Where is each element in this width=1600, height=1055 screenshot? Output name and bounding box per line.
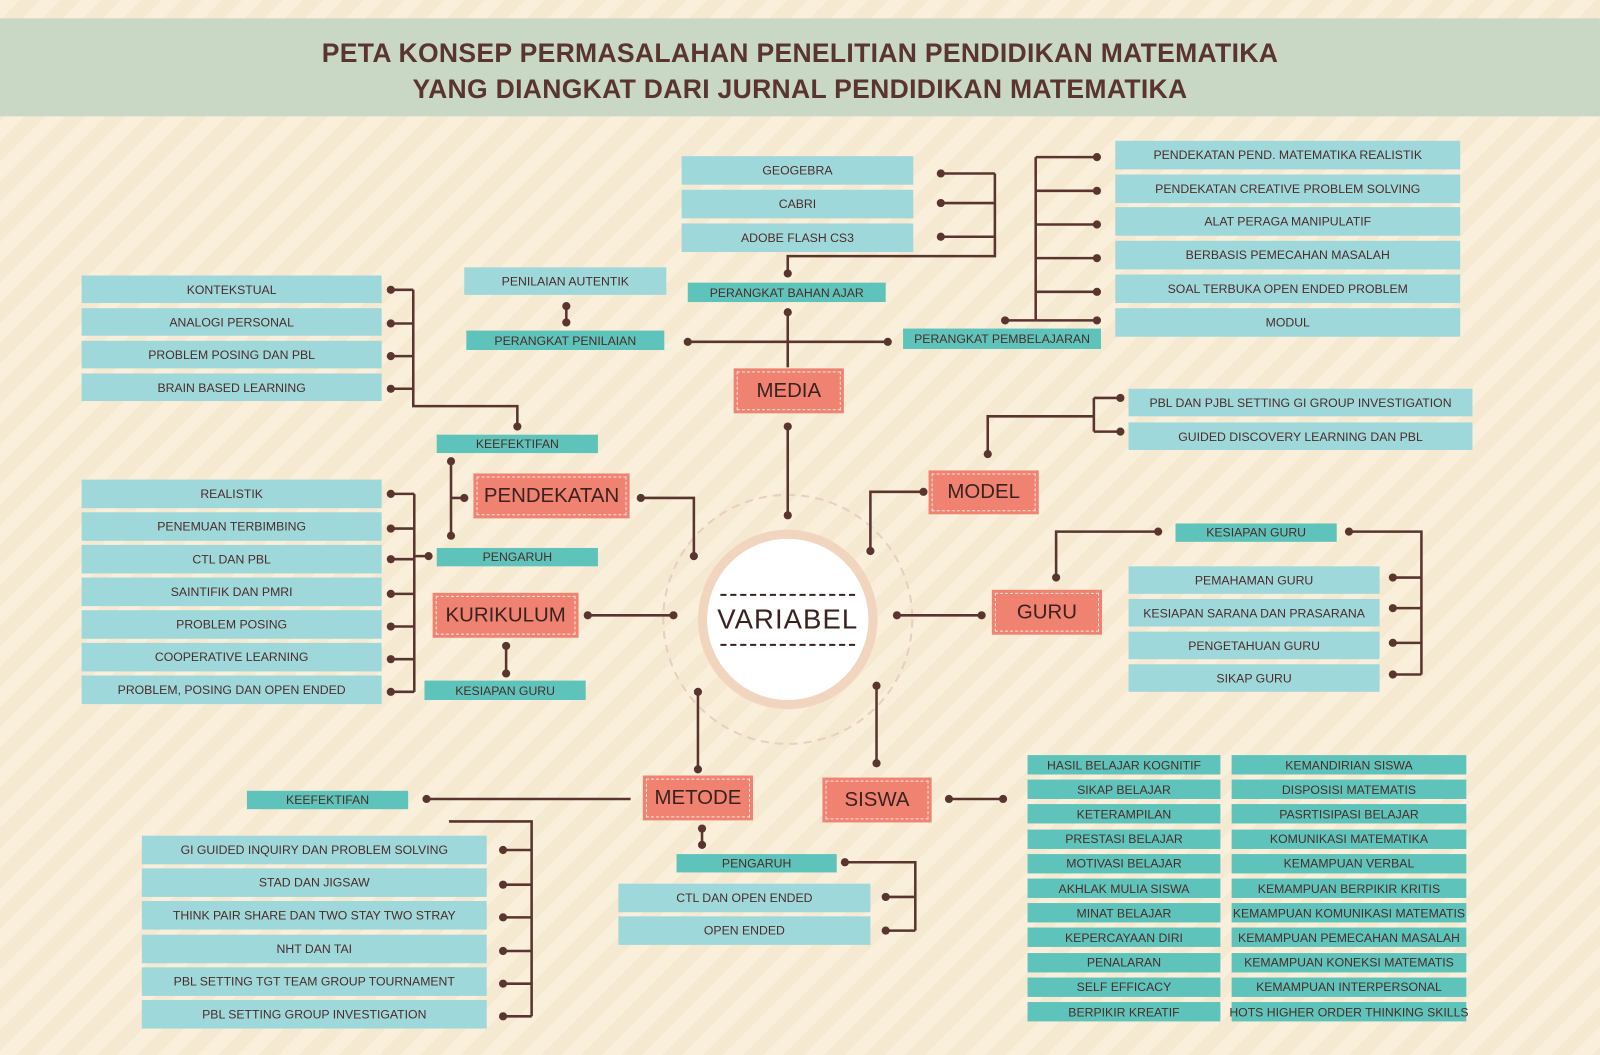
connector-dot: [1001, 316, 1009, 324]
connector-dot: [387, 555, 395, 563]
connector-dot: [387, 524, 395, 532]
connector-dot: [584, 611, 592, 619]
metode-keefektifan-item[interactable]: NHT DAN TAI: [142, 934, 487, 963]
label-pengaruh[interactable]: PENGARUH: [437, 548, 598, 566]
connector-dot: [872, 759, 880, 767]
connector-dot: [698, 824, 706, 832]
metode-keefektifan-item[interactable]: THINK PAIR SHARE DAN TWO STAY TWO STRAY: [142, 901, 487, 930]
connector-dot: [1389, 639, 1397, 647]
siswa-item[interactable]: MINAT BELAJAR: [1028, 903, 1221, 922]
connector-dot: [460, 494, 468, 502]
connector-dot: [513, 422, 521, 430]
pendekatan-pengaruh-item[interactable]: REALISTIK: [82, 480, 382, 509]
pendekatan-pengaruh-item[interactable]: PENEMUAN TERBIMBING: [82, 512, 382, 541]
connector-dot: [499, 1012, 507, 1020]
label-perangkat-pembelajaran[interactable]: PERANGKAT PEMBELAJARAN: [903, 329, 1101, 349]
node-guru[interactable]: GURU: [992, 590, 1102, 635]
connector-dot: [422, 795, 430, 803]
label-kesiapan-guru[interactable]: KESIAPAN GURU: [424, 681, 585, 700]
siswa-item[interactable]: KEMAMPUAN VERBAL: [1232, 854, 1467, 873]
connector-dot: [784, 511, 792, 519]
connector-dot: [984, 450, 992, 458]
metode-keefektifan-item[interactable]: PBL SETTING TGT TEAM GROUP TOURNAMENT: [142, 967, 487, 996]
connector-dot: [884, 338, 892, 346]
connector-dot: [784, 422, 792, 430]
connector-dot: [637, 494, 645, 502]
connector-dot: [387, 590, 395, 598]
node-kurikulum[interactable]: KURIKULUM: [433, 593, 579, 638]
connector-dot: [1116, 394, 1124, 402]
connector-dot: [882, 893, 890, 901]
connector-dot: [684, 338, 692, 346]
connector-dot: [784, 308, 792, 316]
connector-dot: [694, 765, 702, 773]
connector-dot: [1093, 254, 1101, 262]
connector-dot: [1093, 153, 1101, 161]
siswa-item[interactable]: DISPOSISI MATEMATIS: [1232, 780, 1467, 799]
dash-divider: [720, 593, 855, 595]
guru-item[interactable]: PEMAHAMAN GURU: [1129, 566, 1380, 594]
pembelajaran-item[interactable]: PENDEKATAN PEND. MATEMATIKA REALISTIK: [1115, 141, 1460, 170]
label-keefektifan[interactable]: KEEFEKTIFAN: [247, 791, 408, 809]
siswa-item[interactable]: KEMAMPUAN KOMUNIKASI MATEMATIS: [1232, 903, 1467, 922]
connector-line: [870, 492, 923, 551]
node-siswa[interactable]: SISWA: [822, 778, 931, 823]
metode-pengaruh-item[interactable]: OPEN ENDED: [618, 916, 870, 945]
connector-dot: [387, 655, 395, 663]
connector-dot: [499, 947, 507, 955]
siswa-item[interactable]: PASRTISIPASI BELAJAR: [1232, 804, 1467, 823]
connector-dot: [698, 841, 706, 849]
label-pengaruh[interactable]: PENGARUH: [677, 854, 837, 872]
metode-keefektifan-item[interactable]: GI GUIDED INQUIRY DAN PROBLEM SOLVING: [142, 836, 487, 865]
siswa-item[interactable]: AKHLAK MULIA SISWA: [1028, 879, 1221, 898]
connector-dot: [866, 547, 874, 555]
connector-line: [413, 290, 517, 427]
pendekatan-pengaruh-item[interactable]: PROBLEM POSING: [82, 610, 382, 639]
connector-dot: [387, 286, 395, 294]
guru-item[interactable]: PENGETAHUAN GURU: [1129, 632, 1380, 660]
connector-dot: [447, 457, 455, 465]
siswa-item[interactable]: KEMAMPUAN INTERPERSONAL: [1232, 977, 1467, 996]
bahan-ajar-item[interactable]: GEOGEBRA: [682, 156, 914, 185]
connector-dot: [1345, 528, 1353, 536]
center-label: VARIABEL: [717, 603, 859, 635]
connector-dot: [387, 319, 395, 327]
pembelajaran-item[interactable]: SOAL TERBUKA OPEN ENDED PROBLEM: [1115, 274, 1460, 303]
bahan-ajar-item[interactable]: CABRI: [682, 190, 914, 219]
connector-dot: [919, 488, 927, 496]
pendekatan-pengaruh-item[interactable]: SAINTIFIK DAN PMRI: [82, 578, 382, 607]
siswa-item[interactable]: PENALARAN: [1028, 953, 1221, 972]
connector-dot: [978, 611, 986, 619]
pendekatan-keefektifan-item[interactable]: BRAIN BASED LEARNING: [82, 373, 382, 401]
label-perangkat-penilaian[interactable]: PERANGKAT PENILAIAN: [466, 331, 664, 350]
model-item[interactable]: PBL DAN PJBL SETTING GI GROUP INVESTIGATION: [1129, 389, 1473, 417]
connector-dot: [562, 302, 570, 310]
connector-dot: [669, 611, 677, 619]
siswa-item[interactable]: HOTS HIGHER ORDER THINKING SKILLS: [1232, 1002, 1467, 1021]
connector-line: [988, 416, 1094, 454]
connector-dot: [1154, 528, 1162, 536]
pendekatan-pengaruh-item[interactable]: CTL DAN PBL: [82, 545, 382, 574]
pendekatan-keefektifan-item[interactable]: ANALOGI PERSONAL: [82, 308, 382, 336]
connector-dot: [690, 552, 698, 560]
connector-dot: [937, 169, 945, 177]
connector-dot: [447, 532, 455, 540]
connector-line: [641, 498, 694, 556]
connector-dot: [499, 913, 507, 921]
pembelajaran-item[interactable]: ALAT PERAGA MANIPULATIF: [1115, 208, 1460, 237]
siswa-item[interactable]: PRESTASI BELAJAR: [1028, 829, 1221, 848]
node-metode[interactable]: METODE: [643, 776, 753, 821]
connector-dot: [387, 490, 395, 498]
connector-dot: [1389, 573, 1397, 581]
model-item[interactable]: GUIDED DISCOVERY LEARNING DAN PBL: [1129, 422, 1473, 450]
connector-dot: [1389, 604, 1397, 612]
center-node-variabel[interactable]: [698, 530, 878, 710]
pembelajaran-item[interactable]: PENDEKATAN CREATIVE PROBLEM SOLVING: [1115, 174, 1460, 203]
siswa-item[interactable]: HASIL BELAJAR KOGNITIF: [1028, 755, 1221, 774]
pendekatan-keefektifan-item[interactable]: KONTEKSTUAL: [82, 276, 382, 304]
connector-dot: [1093, 288, 1101, 296]
siswa-item[interactable]: BERPIKIR KREATIF: [1028, 1002, 1221, 1021]
title-line-1: PETA KONSEP PERMASALAHAN PENELITIAN PENDIDIKAN MATEMATIKA: [321, 37, 1279, 69]
connector-dot: [387, 385, 395, 393]
connector-dot: [387, 688, 395, 696]
node-pendekatan[interactable]: PENDEKATAN: [473, 473, 629, 518]
pendekatan-pengaruh-item[interactable]: PROBLEM, POSING DAN OPEN ENDED: [82, 676, 382, 705]
siswa-item[interactable]: SIKAP BELAJAR: [1028, 780, 1221, 799]
connector-dot: [694, 688, 702, 696]
connector-dot: [937, 199, 945, 207]
connector-dot: [502, 669, 510, 677]
pembelajaran-item[interactable]: BERBASIS PEMECAHAN MASALAH: [1115, 241, 1460, 270]
connector-dot: [882, 927, 890, 935]
connector-dot: [562, 318, 570, 326]
connector-dot: [872, 682, 880, 690]
connector-dot: [893, 611, 901, 619]
connector-dot: [1116, 428, 1124, 436]
siswa-item[interactable]: KOMUNIKASI MATEMATIKA: [1232, 829, 1467, 848]
pembelajaran-item[interactable]: MODUL: [1115, 308, 1460, 337]
bahan-ajar-item[interactable]: ADOBE FLASH CS3: [682, 223, 914, 252]
connector-dot: [499, 980, 507, 988]
metode-keefektifan-item[interactable]: STAD DAN JIGSAW: [142, 869, 487, 898]
penilaian-item[interactable]: PENILAIAN AUTENTIK: [464, 267, 666, 295]
label-kesiapan-guru[interactable]: KESIAPAN GURU: [1176, 523, 1337, 541]
siswa-item[interactable]: KEMAMPUAN KONEKSI MATEMATIS: [1232, 953, 1467, 972]
node-media[interactable]: MEDIA: [734, 368, 844, 413]
connector-dot: [499, 881, 507, 889]
label-perangkat-bahan-ajar[interactable]: PERANGKAT BAHAN AJAR: [688, 283, 886, 302]
connector-dot: [499, 846, 507, 854]
connector-dot: [387, 352, 395, 360]
dash-divider: [720, 643, 855, 645]
connector-dot: [1093, 220, 1101, 228]
node-model[interactable]: MODEL: [929, 470, 1039, 514]
connector-dot: [387, 622, 395, 630]
connector-dot: [1052, 573, 1060, 581]
connector-dot: [945, 795, 953, 803]
guru-item[interactable]: SIKAP GURU: [1129, 664, 1380, 692]
siswa-item[interactable]: SELF EFFICACY: [1028, 977, 1221, 996]
pendekatan-pengaruh-item[interactable]: COOPERATIVE LEARNING: [82, 643, 382, 672]
metode-keefektifan-item[interactable]: PBL SETTING GROUP INVESTIGATION: [142, 1000, 487, 1029]
connector-dot: [999, 795, 1007, 803]
connector-dot: [1389, 670, 1397, 678]
guru-item[interactable]: KESIAPAN SARANA DAN PRASARANA: [1129, 599, 1380, 627]
metode-pengaruh-item[interactable]: CTL DAN OPEN ENDED: [618, 884, 870, 913]
connector-dot: [784, 269, 792, 277]
siswa-item[interactable]: KEPERCAYAAN DIRI: [1028, 928, 1221, 947]
siswa-item[interactable]: KEMAMPUAN BERPIKIR KRITIS: [1232, 879, 1467, 898]
siswa-item[interactable]: KEMANDIRIAN SISWA: [1232, 755, 1467, 774]
label-keefektifan[interactable]: KEEFEKTIFAN: [437, 435, 598, 453]
connector-dot: [1093, 187, 1101, 195]
connector-dot: [937, 233, 945, 241]
connector-dot: [502, 642, 510, 650]
pendekatan-keefektifan-item[interactable]: PROBLEM POSING DAN PBL: [82, 341, 382, 369]
siswa-item[interactable]: KEMAMPUAN PEMECAHAN MASALAH: [1232, 928, 1467, 947]
siswa-item[interactable]: MOTIVASI BELAJAR: [1028, 854, 1221, 873]
connector-dot: [841, 858, 849, 866]
siswa-item[interactable]: KETERAMPILAN: [1028, 804, 1221, 823]
title-line-2: YANG DIANGKAT DARI JURNAL PENDIDIKAN MATEMATIKA: [412, 73, 1188, 105]
connector-dot: [1093, 316, 1101, 324]
connector-dot: [424, 552, 432, 560]
